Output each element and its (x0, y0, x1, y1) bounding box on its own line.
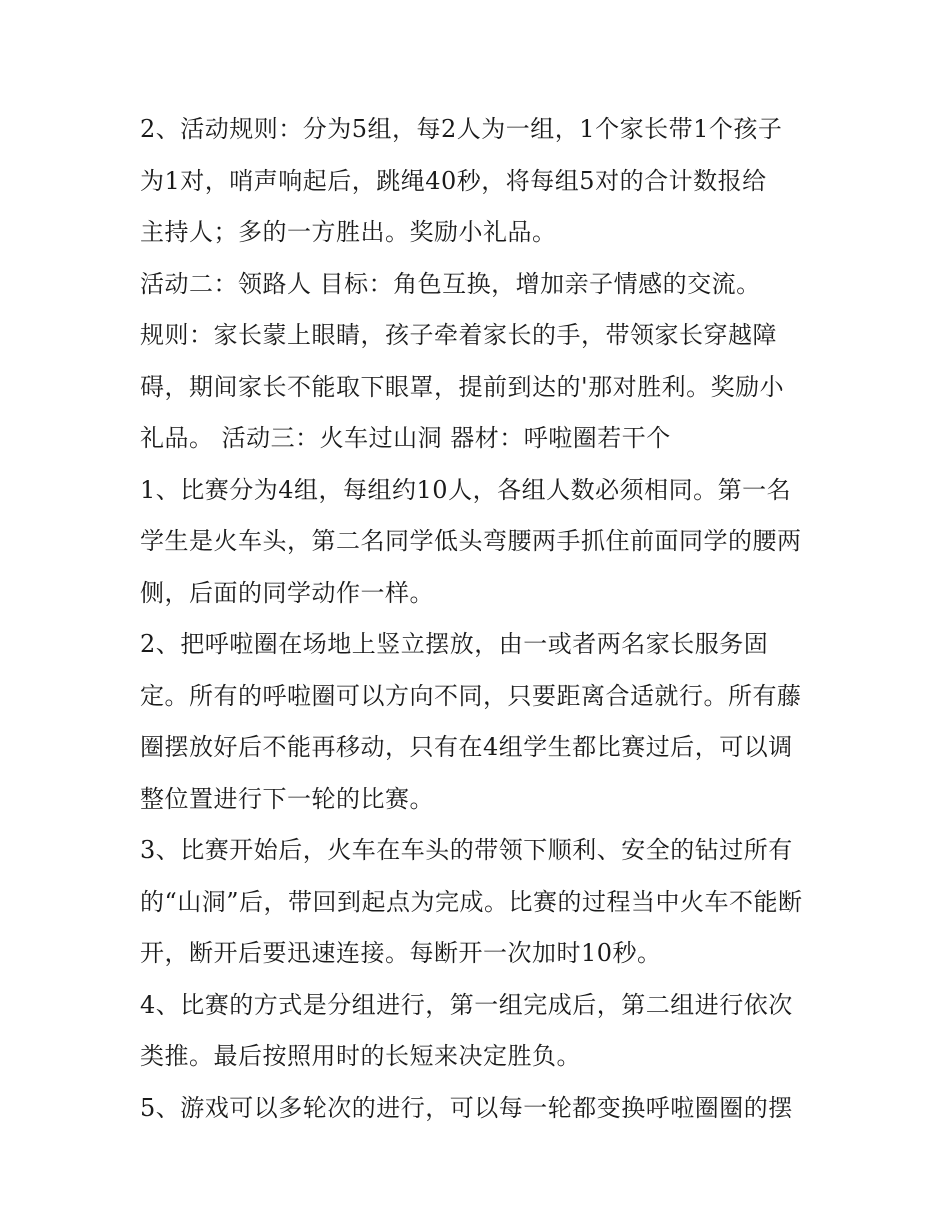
text-line: 2、把呼啦圈在场地上竖立摆放，由一或者两名家长服务固 (140, 630, 769, 658)
text-line: 碍，期间家长不能取下眼罩，提前到达的'那对胜利。奖励小 (140, 373, 785, 401)
text-line: 圈摆放好后不能再移动，只有在4组学生都比赛过后，可以调 (140, 733, 793, 761)
text-line: 4、比赛的方式是分组进行，第一组完成后，第二组进行依次 (140, 991, 793, 1019)
text-line: 开，断开后要迅速连接。每断开一次加时10秒。 (140, 939, 662, 967)
text-line: 侧，后面的同学动作一样。 (140, 579, 434, 607)
text-line: 整位置进行下一轮的比赛。 (140, 785, 434, 813)
text-line: 5、游戏可以多轮次的进行，可以每一轮都变换呼啦圈圈的摆 (140, 1094, 793, 1122)
text-line: 的“山洞”后，带回到起点为完成。比赛的过程当中火车不能断 (140, 888, 803, 916)
text-line: 主持人；多的一方胜出。奖励小礼品。 (140, 218, 557, 246)
text-line: 规则：家长蒙上眼睛，孩子牵着家长的手，带领家长穿越障 (140, 321, 777, 349)
text-line: 为1对，哨声响起后，跳绳40秒，将每组5对的合计数报给 (140, 167, 767, 195)
text-line: 1、比赛分为4组，每组约10人，各组人数必须相同。第一名 (140, 476, 792, 504)
text-line: 3、比赛开始后，火车在车头的带领下顺利、安全的钻过所有 (140, 836, 793, 864)
text-line: 定。所有的呼啦圈可以方向不同，只要距离合适就行。所有藤 (140, 682, 802, 710)
text-line: 学生是火车头，第二名同学低头弯腰两手抓住前面同学的腰两 (140, 527, 802, 555)
text-line: 礼品。 活动三：火车过山洞 器材：呼啦圈若干个 (140, 424, 671, 452)
text-line: 类推。最后按照用时的长短来决定胜负。 (140, 1042, 581, 1070)
text-line: 活动二：领路人 目标：角色互换，增加亲子情感的交流。 (140, 270, 761, 298)
text-line: 2、活动规则：分为5组，每2人为一组，1个家长带1个孩子 (140, 115, 783, 143)
